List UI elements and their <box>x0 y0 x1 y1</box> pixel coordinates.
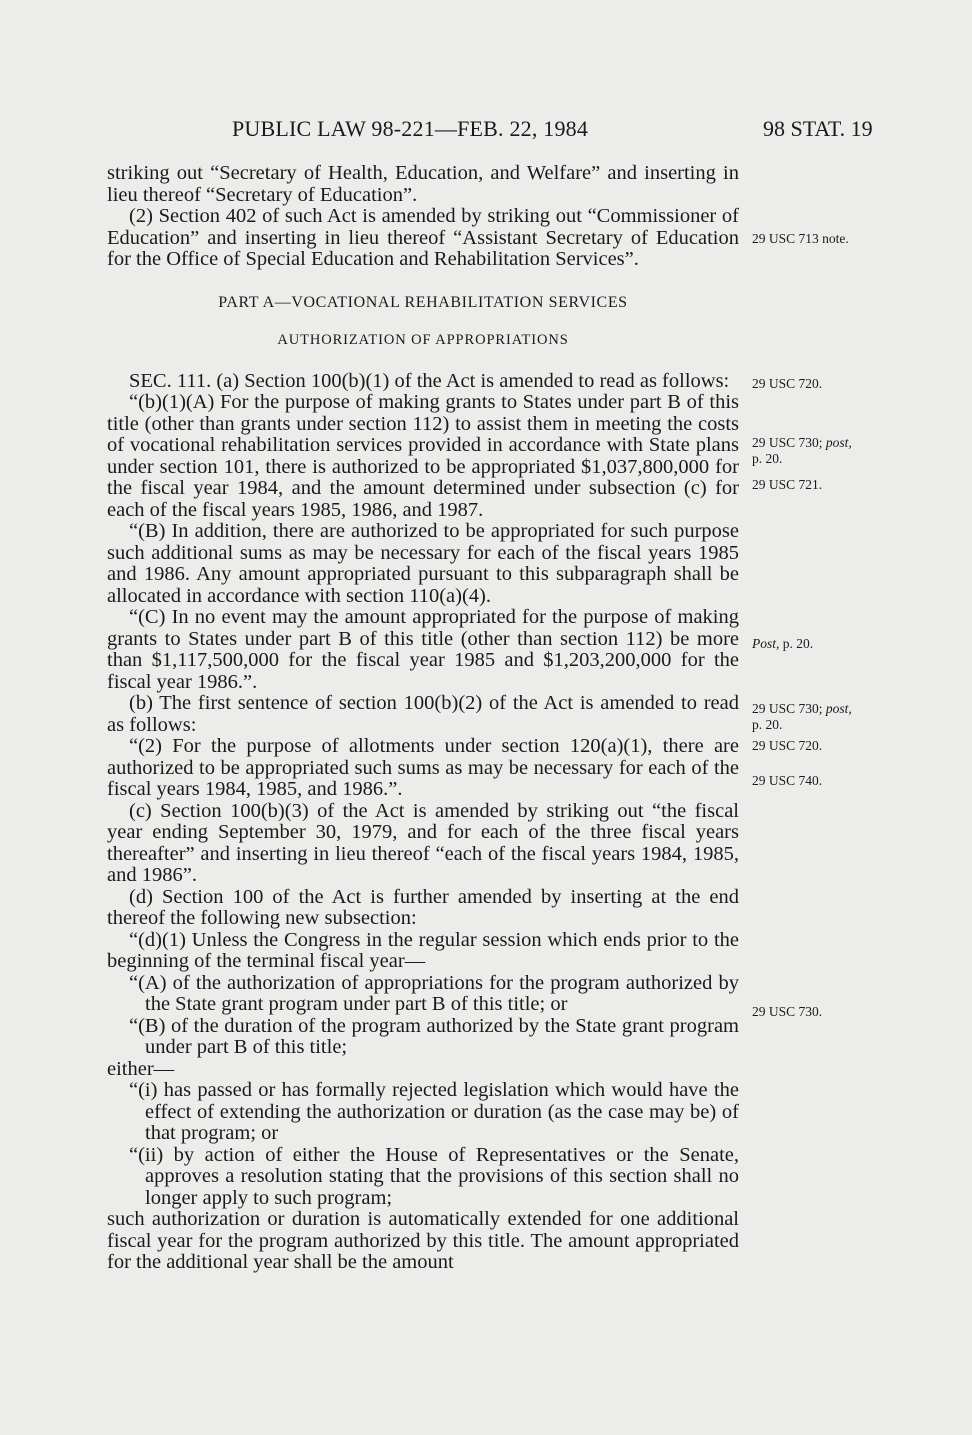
paragraph: “(2) For the purpose of allotments under section 120(a)(1), there are authorized to be appropriated such sums as may be necessary for each of the fiscal years 1984, 1985, and 1986.”. <box>107 735 739 800</box>
citation-italic: Post, <box>752 636 780 651</box>
paragraph: (d) Section 100 of the Act is further amended by inserting at the end thereof the following new subsection: <box>107 885 739 929</box>
clause: “(A) of the authorization of appropriations for the program authorized by the State grant program under part B of this title; or <box>129 971 739 1015</box>
citation-text: p. 20. <box>752 717 783 732</box>
citation-text: p. 20. <box>752 451 783 466</box>
paragraph: “(C) In no event may the amount appropriated for the purpose of making grants to States under part B of this title (other than section 112) be more than $1,117,500,000 for the fiscal year 1985 and $1,203,200,000 for the fiscal year 1986.”. <box>107 606 739 693</box>
margin-citation <box>752 435 882 467</box>
paragraph: such authorization or duration is automatically extended for one additional fiscal year for the program authorized by this title. The amount appropriated for the additional year shall be the amount <box>107 1208 739 1273</box>
clause: “(B) of the duration of the program authorized by the State grant program under part B of this title; <box>129 1014 739 1058</box>
paragraph: (2) Section 402 of such Act is amended by striking out “Commissioner of Education” and inserting in lieu thereof “Assistant Secretary of Education for the Office of Special Education and Rehabilitation Services”. <box>107 205 739 270</box>
paragraph: “(d)(1) Unless the Congress in the regular session which ends prior to the beginning of the terminal fiscal year— <box>107 928 739 972</box>
margin-citation: 29 USC 721. <box>752 477 823 492</box>
citation-italic: post, <box>825 435 852 450</box>
document-body <box>107 163 739 1274</box>
paragraph: “(b)(1)(A) For the purpose of making grants to States under part B of this title (other than grants under section 112) to assist them in meeting the costs of vocational rehabilitation services provided in accordance with State plans under section 101, there is authorized to be appropriated $1,037,800,000 for the fiscal year 1984, and the amount determined under subsection (c) for each of the fiscal years 1985, 1986, and 1987. <box>107 391 739 521</box>
clause: “(i) has passed or has formally rejected legislation which would have the effect of extending the authorization or duration (as the case may be) of that program; or <box>129 1079 739 1144</box>
margin-citation: 29 USC 713 note. <box>752 231 849 246</box>
page-header <box>0 116 972 146</box>
section-heading: AUTHORIZATION OF APPROPRIATIONS <box>277 332 569 348</box>
paragraph: striking out “Secretary of Health, Education, and Welfare” and inserting in lieu thereof “Secretary of Education”. <box>107 162 739 206</box>
paragraph: SEC. 111. (a) Section 100(b)(1) of the Act is amended to read as follows: <box>129 369 730 392</box>
margin-citation: 29 USC 740. <box>752 773 823 788</box>
paragraph: (b) The first sentence of section 100(b)(2) of the Act is amended to read as follows: <box>107 692 739 736</box>
part-heading: PART A—VOCATIONAL REHABILITATION SERVICES <box>218 293 628 311</box>
citation-text: 29 USC 730; <box>752 435 826 450</box>
paragraph: “(B) In addition, there are authorized to be appropriated for such purpose such additional sums as may be necessary for each of the fiscal years 1985 and 1986. Any amount appropriated pursuant to this subparagraph shall be allocated in accordance with section 110(a)(4). <box>107 520 739 607</box>
citation-text: p. 20. <box>779 636 814 651</box>
citation-italic: post, <box>825 701 852 716</box>
margin-citation: 29 USC 720. <box>752 738 823 753</box>
page-title: PUBLIC LAW 98-221—FEB. 22, 1984 <box>232 116 589 141</box>
clause: “(ii) by action of either the House of Representatives or the Senate, approves a resolution stating that the provisions of this section shall no longer apply to such program; <box>129 1143 739 1209</box>
citation-text: 29 USC 730; <box>752 701 826 716</box>
stat-page-number: 98 STAT. 19 <box>763 116 873 141</box>
margin-citation: 29 USC 720. <box>752 376 823 391</box>
margin-citation: 29 USC 730. <box>752 1004 823 1019</box>
margin-citation <box>752 636 882 652</box>
paragraph: (c) Section 100(b)(3) of the Act is amended by striking out “the fiscal year ending September 30, 1979, and for each of the three fiscal years thereafter” and inserting in lieu thereof “each of the fiscal years 1984, 1985, and 1986”. <box>107 799 739 886</box>
margin-citation <box>752 701 882 733</box>
paragraph: either— <box>107 1057 175 1080</box>
